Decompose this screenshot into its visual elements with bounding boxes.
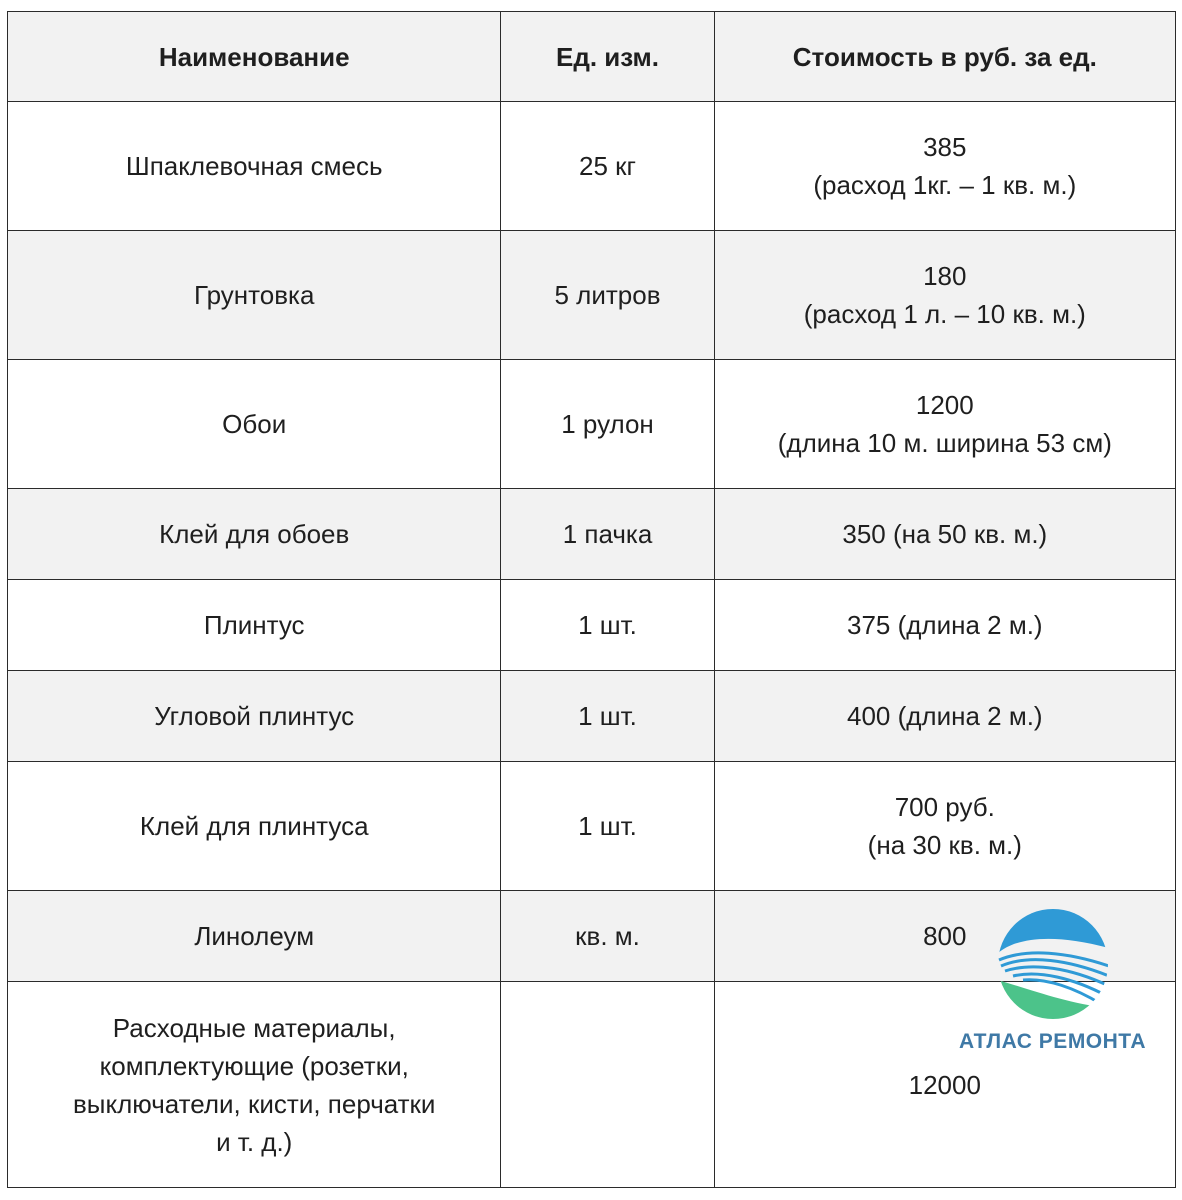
- atlas-logo: [950, 905, 1155, 1060]
- cell-unit: 1 шт.: [501, 580, 714, 671]
- cell-price: [714, 489, 1175, 580]
- cell-name-line: выключатели, кисти, перчатки: [72, 1088, 436, 1119]
- cell-unit: 1 пачка: [501, 489, 714, 580]
- cell-name: [8, 982, 501, 1188]
- cell-price-line: 385: [923, 132, 967, 162]
- cell-name-line: Линолеум: [194, 921, 315, 951]
- cell-price-line: (длина 10 м. ширина 53 см): [777, 428, 1112, 458]
- cell-name: [8, 671, 501, 762]
- cell-unit: 5 литров: [501, 231, 714, 360]
- cell-name: [8, 580, 501, 671]
- cell-price-line: 700 руб.: [894, 792, 995, 822]
- table-row: [8, 671, 1176, 762]
- cell-price-line: 12000: [908, 1069, 981, 1100]
- cell-name-line: Плинтус: [203, 610, 305, 640]
- cell-price: [714, 102, 1175, 231]
- cell-unit: 1 рулон: [501, 360, 714, 489]
- table-row: [8, 489, 1176, 580]
- cell-price: [714, 360, 1175, 489]
- cell-unit: 25 кг: [501, 102, 714, 231]
- header-price: Стоимость в руб. за ед.: [714, 12, 1175, 102]
- cell-name: [8, 102, 501, 231]
- cell-price-line: 180: [923, 261, 967, 291]
- cell-price-line: (на 30 кв. м.): [867, 830, 1022, 860]
- cell-price-line: 400 (длина 2 м.): [846, 701, 1043, 731]
- cell-name: [8, 891, 501, 982]
- cell-unit: 1 шт.: [501, 671, 714, 762]
- cell-unit: 1 шт.: [501, 762, 714, 891]
- cell-name-line: Угловой плинтус: [154, 701, 355, 731]
- atlas-globe-icon: [997, 908, 1109, 1020]
- cell-name-line: Расходные материалы,: [112, 1012, 396, 1043]
- cell-price-line: 800: [923, 921, 967, 951]
- logo-text: АТЛАС РЕМОНТА: [959, 1030, 1146, 1053]
- header-unit: Ед. изм.: [501, 12, 714, 102]
- header-name: Наименование: [8, 12, 501, 102]
- cell-name-line: Грунтовка: [193, 280, 315, 310]
- cell-price: [714, 231, 1175, 360]
- cell-price-line: 350 (на 50 кв. м.): [842, 519, 1048, 549]
- cell-name-line: Обои: [222, 409, 287, 439]
- table-row: [8, 762, 1176, 891]
- cell-name-line: Шпаклевочная смесь: [125, 151, 383, 181]
- table-row: [8, 231, 1176, 360]
- header-row: [8, 12, 1176, 102]
- cell-unit: кв. м.: [501, 891, 714, 982]
- cell-name: [8, 762, 501, 891]
- cell-price: [714, 580, 1175, 671]
- table-row: [8, 360, 1176, 489]
- cell-price-line: (расход 1кг. – 1 кв. м.): [813, 170, 1077, 200]
- cell-name: [8, 489, 501, 580]
- cell-price: [714, 671, 1175, 762]
- cell-price-line: 375 (длина 2 м.): [846, 610, 1043, 640]
- cell-name-line: Клей для обоев: [159, 519, 350, 549]
- cell-name-line: и т. д.): [216, 1126, 293, 1157]
- cell-unit: [501, 982, 714, 1188]
- cell-name-line: Клей для плинтуса: [139, 811, 369, 841]
- table-row: [8, 580, 1176, 671]
- cell-price: [714, 762, 1175, 891]
- cell-name: [8, 360, 501, 489]
- table-row: [8, 102, 1176, 231]
- cell-price-line: 1200: [915, 390, 974, 420]
- cell-price-line: (расход 1 л. – 10 кв. м.): [803, 299, 1086, 329]
- cell-name-line: комплектующие (розетки,: [99, 1050, 409, 1081]
- cell-name: [8, 231, 501, 360]
